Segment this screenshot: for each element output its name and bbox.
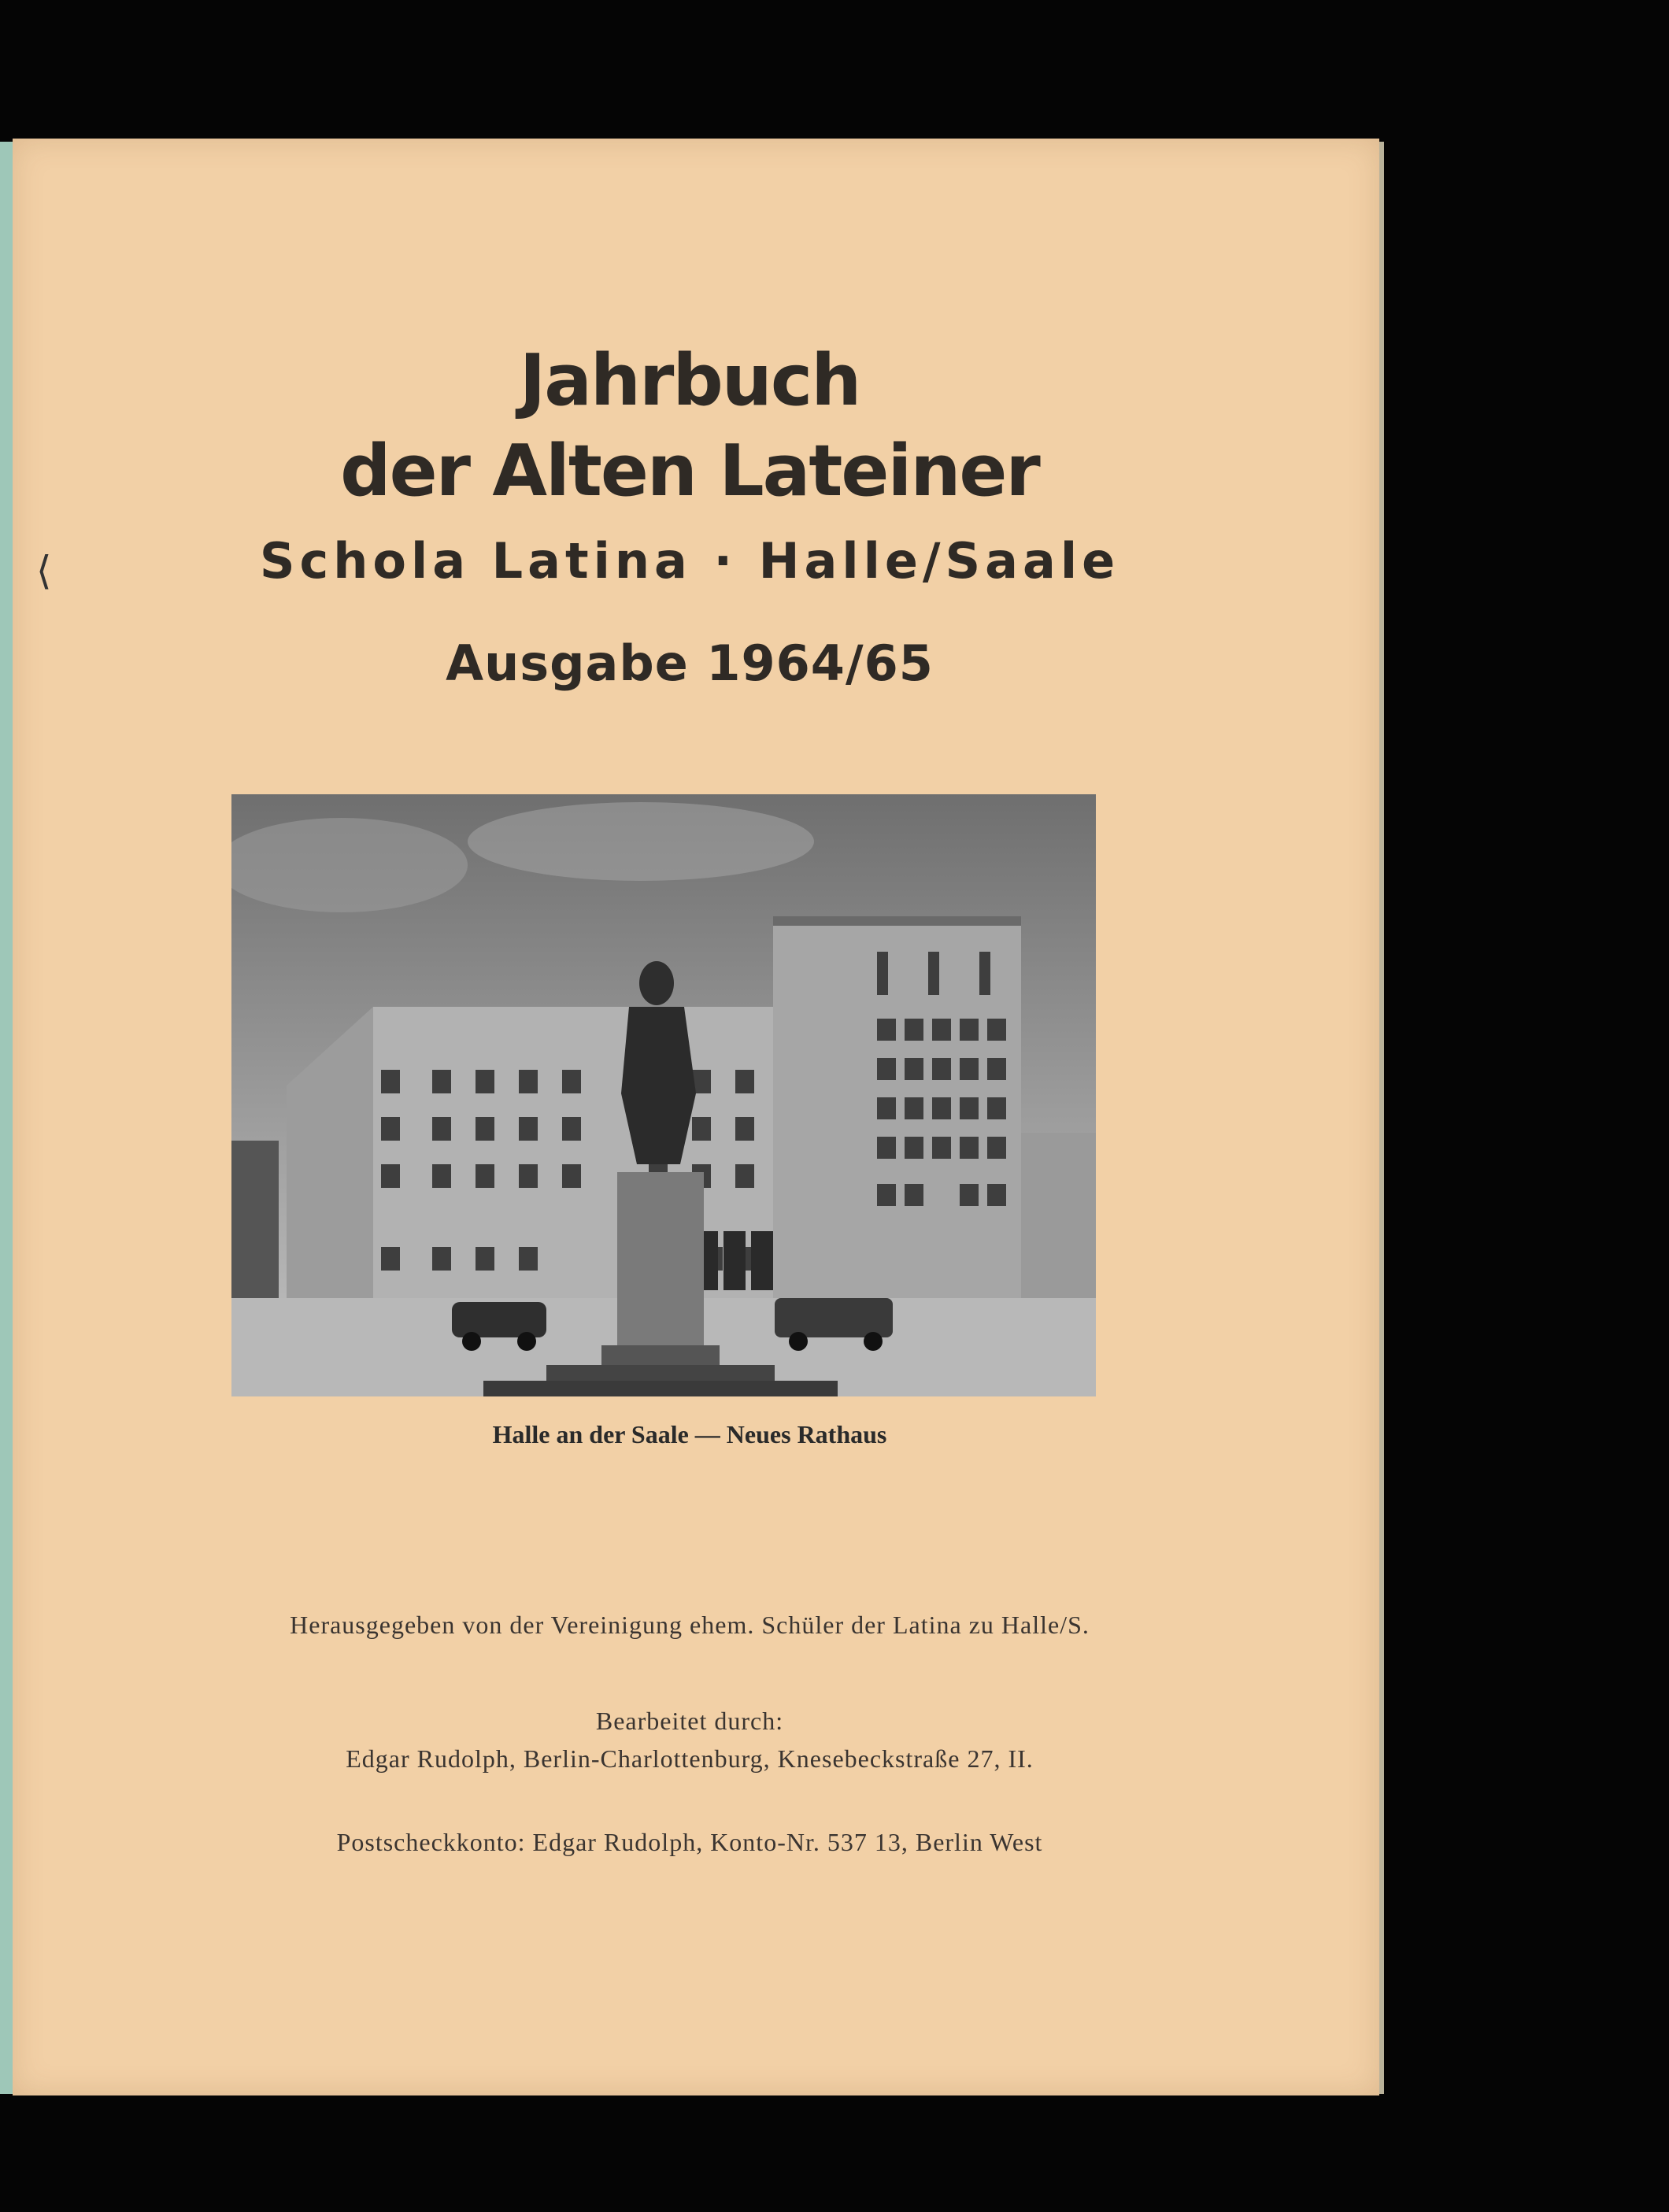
edition: Ausgabe 1964/65: [446, 634, 934, 692]
title-line-2: der Alten Lateiner: [340, 430, 1039, 512]
editor-address: Edgar Rudolph, Berlin-Charlottenburg, Knesebeckstraße 27, II.: [346, 1744, 1034, 1773]
document-page: [13, 139, 1379, 2095]
margin-mark: ⟨: [36, 548, 52, 594]
photo-caption: Halle an der Saale — Neues Rathaus: [492, 1420, 887, 1448]
subtitle: Schola Latina · Halle/Saale: [259, 532, 1120, 590]
edited-by-label: Bearbeitet durch:: [595, 1707, 784, 1735]
postal-account: Postscheckkonto: Edgar Rudolph, Konto-Nr. 537 13, Berlin West: [336, 1828, 1043, 1856]
publisher-line: Herausgegeben von der Vereinigung ehem. Schüler der Latina zu Halle/S.: [290, 1611, 1090, 1639]
town-hall-photo: [231, 794, 1096, 1396]
title-line-1: Jahrbuch: [519, 339, 860, 422]
photo-illustration: [231, 794, 1096, 1396]
